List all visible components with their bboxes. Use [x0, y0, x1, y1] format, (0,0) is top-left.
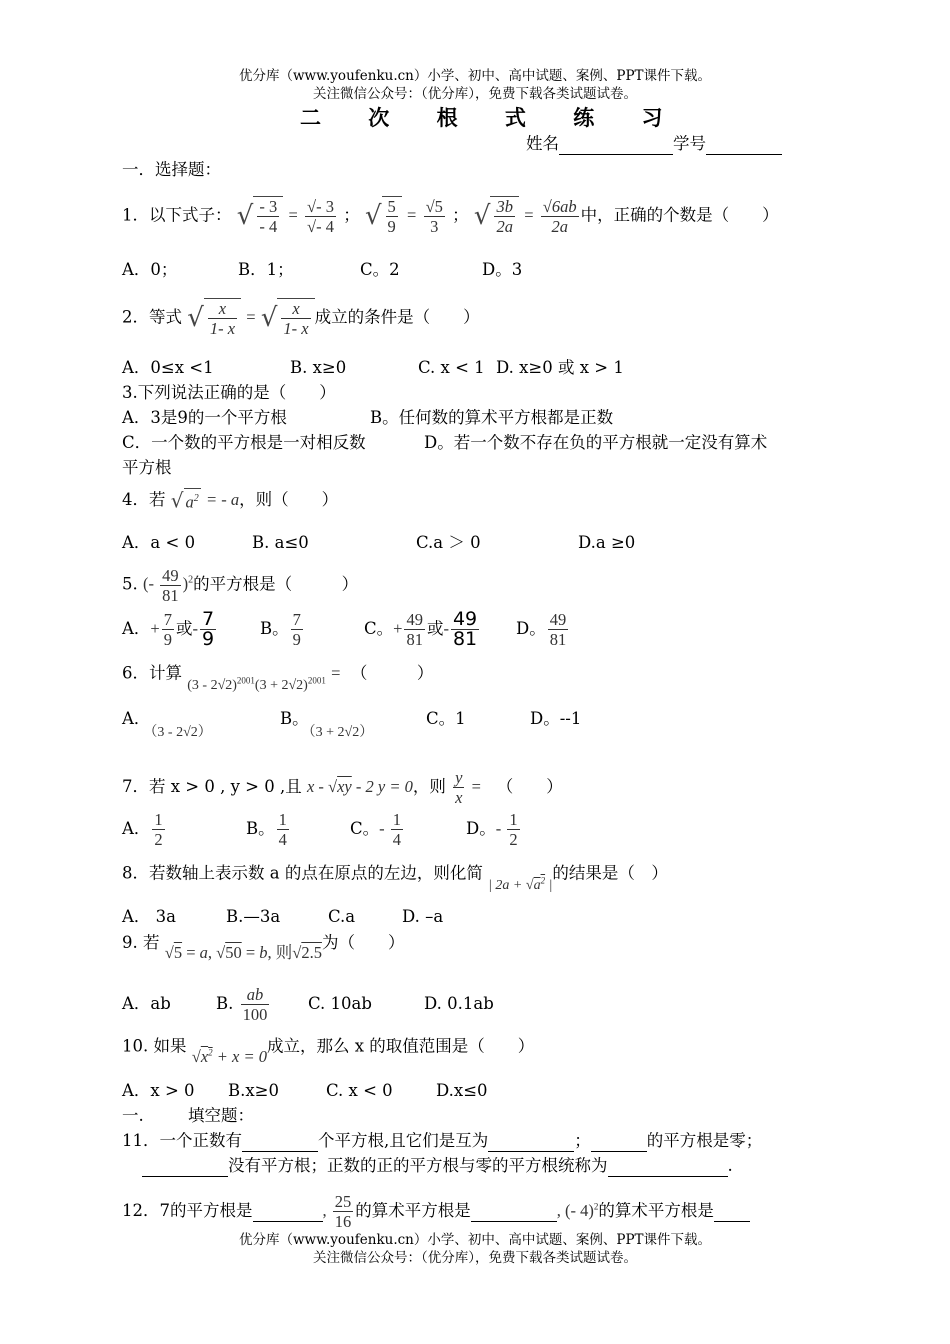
footer-line-2: 关注微信公众号：（优分库），免费下载各类试题试卷。: [313, 1250, 637, 1266]
q2-expr-left: √ $\frac{x}{1- x}$: [187, 298, 241, 338]
q1-option-b[interactable]: B．1；: [238, 260, 294, 279]
q9-options: [122, 985, 494, 1024]
q8-option-c[interactable]: C.a: [328, 907, 356, 926]
q7-option-a[interactable]: A． $\frac{1}{2}$: [122, 810, 163, 849]
q3-option-b[interactable]: B。任何数的算术平方根都是正数: [370, 408, 614, 427]
q2-option-d[interactable]: D. x≥0 或 x > 1: [496, 358, 624, 377]
q3-option-c[interactable]: C．一个数的平方根是一对相反数: [122, 433, 366, 452]
q3-option-d[interactable]: D。若一个数不存在负的平方根就一定没有算术: [424, 433, 768, 452]
q10-option-d[interactable]: D.x≤0: [436, 1081, 488, 1100]
q3-options-ab: [122, 408, 613, 428]
q4-option-c[interactable]: C.a ＞ 0: [416, 533, 481, 552]
q1-expr-6: $\frac{√6ab}{2a}$: [542, 196, 577, 236]
q12-blank-3[interactable]: [714, 1201, 750, 1222]
q4-stem: 4．若: [122, 489, 166, 509]
name-blank[interactable]: [559, 134, 673, 155]
q2-tail: 成立的条件是（ ）: [314, 307, 480, 327]
q1-option-d[interactable]: D。3: [482, 260, 523, 279]
q8-option-b[interactable]: B.—3a: [226, 907, 281, 926]
q10-option-c[interactable]: C. x < 0: [326, 1081, 393, 1100]
q1-expr-2: $\frac{√- 3}{√- 4}$: [307, 196, 334, 236]
q7-paren: （ ）: [496, 777, 563, 796]
q7-option-d[interactable]: D。- $\frac{1}{2}$: [466, 810, 518, 849]
q1-expr-1: √ $\frac{- 3}{- 4}$: [237, 196, 283, 236]
q3-option-a[interactable]: A．3是9的一个平方根: [122, 408, 287, 427]
q4-option-a[interactable]: A．a < 0: [122, 533, 196, 552]
question-10: [122, 1032, 535, 1066]
question-2: 2．等式 √ $\frac{x}{1- x}$ = √ $\frac{x}{1- x}$ 成立的条件是（ ）: [122, 299, 480, 338]
q9-stem: 9. 若: [122, 933, 160, 952]
header-line-2: 关注微信公众号：（优分库），免费下载各类试题试卷。: [313, 86, 637, 102]
q8-tail: 的结果是（ ）: [552, 863, 668, 883]
q11-blank-4[interactable]: [142, 1156, 228, 1177]
q6-option-c[interactable]: C。1: [426, 709, 466, 728]
question-4: 4．若 √ $a^2$ = - a，则（ ）: [122, 488, 339, 513]
q2-expr-right: √ $\frac{x}{1- x}$: [261, 298, 315, 338]
q7-mid: ，则: [412, 777, 446, 796]
q5-option-c[interactable]: C。+ $\frac{49}{81}$ 或- $\frac{49}{81}$: [364, 608, 478, 650]
q10-expr: $√x^2 + x = 0$: [191, 1046, 267, 1066]
question-5: [122, 566, 358, 605]
q6-stem: 6．计算: [122, 663, 182, 683]
q3-options-cd: [122, 433, 767, 453]
q4-option-d[interactable]: D.a ≥0: [578, 533, 636, 552]
name-id-line: [526, 134, 782, 155]
q5-stem: 5.: [122, 574, 138, 594]
q5-option-d[interactable]: D。 $\frac{49}{81}$: [516, 610, 567, 649]
q7-stem: 7．若 x > 0 , y > 0 ,且: [122, 777, 302, 796]
q3-option-d-cont: 平方根: [122, 458, 172, 477]
q7-option-b[interactable]: B。 $\frac{1}{4}$: [246, 810, 287, 849]
q1-option-a[interactable]: A．0；: [122, 260, 178, 279]
q2-option-c[interactable]: C. x < 1: [418, 358, 485, 377]
q4-options: [122, 533, 635, 553]
question-11-line-2: 没有平方根；正数的正的平方根与零的平方根统称为 .: [142, 1156, 733, 1177]
q8-options: [122, 907, 443, 927]
question-6: 6．计算 $_{(3 - 2√2)^{2001}(3 + 2√2)^{2001}}$ = （ ）: [122, 663, 434, 693]
q10-stem: 10. 如果: [122, 1036, 187, 1056]
page-title: 二 次 根 式 练 习: [300, 105, 683, 130]
q10-option-a[interactable]: A．x > 0: [122, 1081, 195, 1100]
q9-option-a[interactable]: A．ab: [122, 994, 171, 1013]
q12-blank-2[interactable]: [471, 1201, 557, 1222]
q11-blank-5[interactable]: [608, 1156, 728, 1177]
q2-stem: 2．等式: [122, 307, 182, 327]
q9-option-d[interactable]: D. 0.1ab: [424, 994, 494, 1013]
question-1: 1．以下式子： √ $\frac{- 3}{- 4}$ = $\frac{√- 3}{√- 4}$ ； √ $\frac{5}{9}$ = $\frac{√5}{3}$ ； √ $\frac{3b}{2a}$ = $\frac{√6ab}{2a}$ 中，正确的个数是（ ）: [122, 196, 779, 236]
q9-tail: 为（ ）: [321, 933, 405, 952]
question-8: [122, 860, 668, 893]
header-line-1: 优分库（www.youfenku.cn）小学、初中、高中试题、案例、PPT课件下载。: [238, 68, 712, 84]
q1-expr-3: √ $\frac{5}{9}$: [365, 196, 402, 236]
q1-tail: 中，正确的个数是（ ）: [580, 205, 779, 225]
q9-expr: √5 = a, √50 = b, 则√2.5: [164, 943, 322, 962]
q1-expr-4: $\frac{√5}{3}$: [425, 196, 443, 236]
q6-expr: (3 - 2√2)2001(3 + 2√2)2001: [187, 675, 326, 693]
q6-option-d[interactable]: D。--1: [530, 709, 582, 728]
q8-stem: 8．若数轴上表示数 a 的点在原点的左边，则化简: [122, 863, 483, 883]
q2-option-a[interactable]: A．0≤x <1: [122, 358, 214, 377]
q1-stem: 1．以下式子：: [122, 205, 232, 225]
q4-expr: √ $a^2$: [170, 488, 199, 513]
q11-blank-1[interactable]: [242, 1131, 318, 1152]
q3-stem: 3.下列说法正确的是（ ）: [122, 383, 336, 402]
q9-option-c[interactable]: C. 10ab: [308, 994, 372, 1013]
q5-option-a[interactable]: A．+ $\frac{7}{9}$ 或- $\frac{7}{9}$: [122, 608, 215, 650]
q11-blank-3[interactable]: [591, 1131, 647, 1152]
name-label: 姓名: [526, 134, 559, 153]
q9-option-b[interactable]: B. $\frac{ab}{100}$: [216, 985, 268, 1024]
q1-options: [122, 260, 522, 280]
q7-expr: x - √xy - 2 y = 0: [306, 777, 413, 796]
q12-blank-1[interactable]: [253, 1201, 323, 1222]
q6-paren: （ ）: [350, 663, 434, 683]
q4-tail: ，则（ ）: [239, 489, 339, 509]
section-fill-heading: 一. 填空题：: [122, 1106, 254, 1125]
q10-option-b[interactable]: B.x≥0: [228, 1081, 279, 1100]
q4-option-b[interactable]: B. a≤0: [252, 533, 309, 552]
id-label: 学号: [673, 134, 706, 153]
footer-line-1: 优分库（www.youfenku.cn）小学、初中、高中试题、案例、PPT课件下载。: [238, 1232, 712, 1248]
q10-options: [122, 1081, 488, 1101]
id-blank[interactable]: [706, 134, 782, 155]
q2-option-b[interactable]: B. x≥0: [290, 358, 347, 377]
q2-options: [122, 358, 624, 378]
q1-option-c[interactable]: C。2: [360, 260, 400, 279]
q5-expr: (- $\frac{49}{81}$ )$^2$: [143, 566, 194, 605]
q1-expr-5: √ $\frac{3b}{2a}$: [474, 196, 519, 236]
q7-options: [122, 810, 522, 849]
q5-tail: 的平方根是（ ）: [193, 574, 359, 594]
q6-option-b[interactable]: B。$_{(3 + 2√2)}$: [280, 709, 374, 740]
q6-options: [122, 709, 582, 740]
section-choice-heading: 一．选择题：: [122, 160, 221, 179]
question-7: 7．若 x > 0 , y > 0 ,且 x - √xy - 2 y = 0，则 $\frac{y}{x}$ = （ ）: [122, 768, 563, 807]
q8-expr: | 2a + √a2 |: [488, 875, 553, 893]
question-11-line-1: 11．一个正数有 个平方根,且它们是互为 ； 的平方根是零；: [122, 1131, 763, 1150]
question-9: [122, 933, 405, 962]
q7-option-c[interactable]: C。- $\frac{1}{4}$: [350, 810, 401, 849]
q8-option-a[interactable]: A． 3a: [122, 907, 176, 926]
q10-tail: 成立，那么 x 的取值范围是（ ）: [266, 1036, 535, 1056]
q5-options: [122, 610, 570, 649]
q7-ratio: $\frac{y}{x}$: [455, 768, 463, 807]
question-12: 12．7的平方根是 , $\frac{25}{16}$ 的算术平方根是 , (- 4)$^2$的算术平方根是: [122, 1192, 750, 1231]
q5-option-b[interactable]: B。 $\frac{7}{9}$: [260, 610, 301, 649]
q6-option-a[interactable]: A．$_{(3 - 2√2)}$: [122, 709, 212, 740]
q11-blank-2[interactable]: [488, 1131, 574, 1152]
q8-option-d[interactable]: D. –a: [402, 907, 444, 926]
